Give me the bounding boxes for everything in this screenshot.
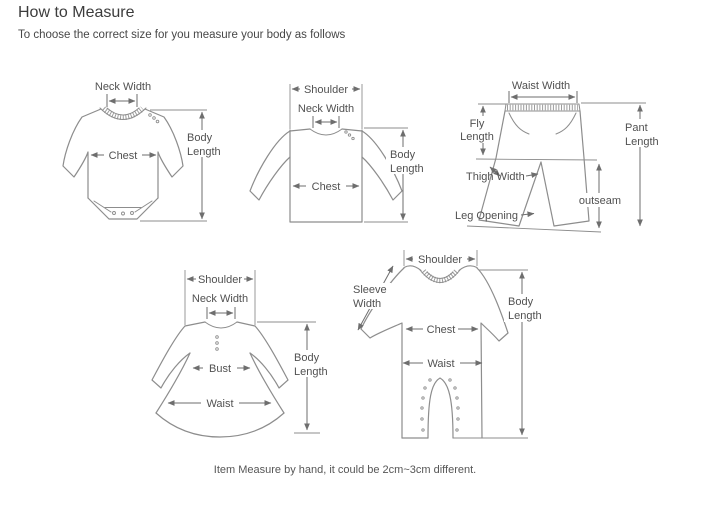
shirt-chest-label: Chest: [311, 181, 341, 193]
shirt-neck-width-label: Neck Width: [297, 103, 355, 115]
shirt-body-length-label: Length: [390, 163, 424, 175]
dress-body-length-label: Length: [294, 366, 328, 378]
shirt-outline: [250, 129, 402, 222]
romper-shoulder-label: Shoulder: [417, 254, 463, 266]
bodysuit-diagram: [63, 81, 229, 221]
romper-body-length-dimension: [479, 270, 548, 435]
bodysuit-neck-width-dimension: [95, 81, 151, 107]
romper-waist-dimension: [403, 356, 482, 370]
bodysuit-body-length-label: Length: [187, 146, 221, 158]
pants-pant-length-label: Pant: [625, 122, 648, 134]
bodysuit-body-length-dimension: [140, 110, 229, 221]
shirt-diagram: [250, 82, 431, 222]
bodysuit-chest-dimension: [91, 147, 156, 162]
romper-chest-label: Chest: [426, 324, 456, 336]
dress-placket-buttons: [216, 336, 219, 351]
dress-outline: [152, 322, 288, 437]
shirt-shoulder-label: Shoulder: [303, 84, 349, 96]
romper-leg-snaps: [421, 379, 459, 431]
romper-shoulder-dimension: [404, 250, 477, 266]
pants-leg-opening-label: Leg Opening: [455, 210, 518, 222]
pants-diagram: [455, 80, 665, 232]
pants-waist-width-label: Waist Width: [511, 80, 571, 92]
pants-outseam-label: outseam: [578, 195, 622, 207]
pants-fly-length-label: Length: [460, 131, 494, 143]
pants-pant-length-label: Length: [625, 136, 659, 148]
dress-neck-width-dimension: [192, 293, 248, 319]
romper-sleeve-width-label: Width: [353, 298, 382, 310]
dress-neck-width-label: Neck Width: [191, 293, 249, 305]
dress-shoulder-label: Shoulder: [197, 274, 243, 286]
dress-diagram: [152, 270, 333, 437]
bodysuit-chest-label: Chest: [108, 150, 138, 162]
pants-thigh-width-dimension: [466, 167, 538, 183]
romper-diagram: [351, 250, 548, 438]
romper-chest-dimension: [406, 322, 478, 336]
bodysuit-body-length-label: Body: [187, 132, 213, 144]
romper-sleeve-width-label: Sleeve: [353, 284, 387, 296]
shirt-chest-dimension: [293, 178, 359, 193]
shirt-shoulder-buttons: [345, 131, 354, 140]
dress-waist-dimension: [168, 396, 271, 410]
page-subtitle: To choose the correct size for you measure your body as follows: [18, 29, 346, 41]
dress-bust-dimension: [193, 361, 250, 375]
pants-outseam-dimension: [578, 164, 622, 228]
romper-collar-rib: [424, 271, 457, 281]
pants-pockets: [509, 113, 576, 134]
bodysuit-outline: [63, 108, 183, 219]
dress-body-length-dimension: [257, 322, 333, 433]
romper-body-length-label: Body: [508, 296, 534, 308]
measure-note: Item Measure by hand, it could be 2cm~3cm different.: [213, 464, 477, 476]
pants-bottom-line: [467, 226, 601, 232]
shirt-body-length-label: Body: [390, 149, 416, 161]
pants-crotch-line: [476, 159, 597, 160]
pants-fly-length-label: Fly: [469, 118, 485, 130]
pants-waist-width-dimension: [509, 80, 577, 103]
bodysuit-neck-width-label: Neck Width: [94, 81, 152, 93]
bodysuit-shoulder-snaps: [149, 114, 159, 123]
pants-pant-length-dimension: [578, 103, 665, 226]
page-title: How to Measure: [18, 4, 135, 21]
dress-waist-label: Waist: [206, 398, 234, 410]
bodysuit-crotch-snaps: [113, 212, 134, 216]
dress-body-length-label: Body: [294, 352, 320, 364]
dress-bust-label: Bust: [208, 363, 232, 375]
pants-thigh-width-label: Thigh Width: [466, 171, 525, 183]
romper-waist-label: Waist: [427, 358, 455, 370]
romper-body-length-label: Length: [508, 310, 542, 322]
romper-sleeve-width-dimension: [351, 266, 393, 330]
shirt-neck-width-dimension: [298, 103, 354, 128]
